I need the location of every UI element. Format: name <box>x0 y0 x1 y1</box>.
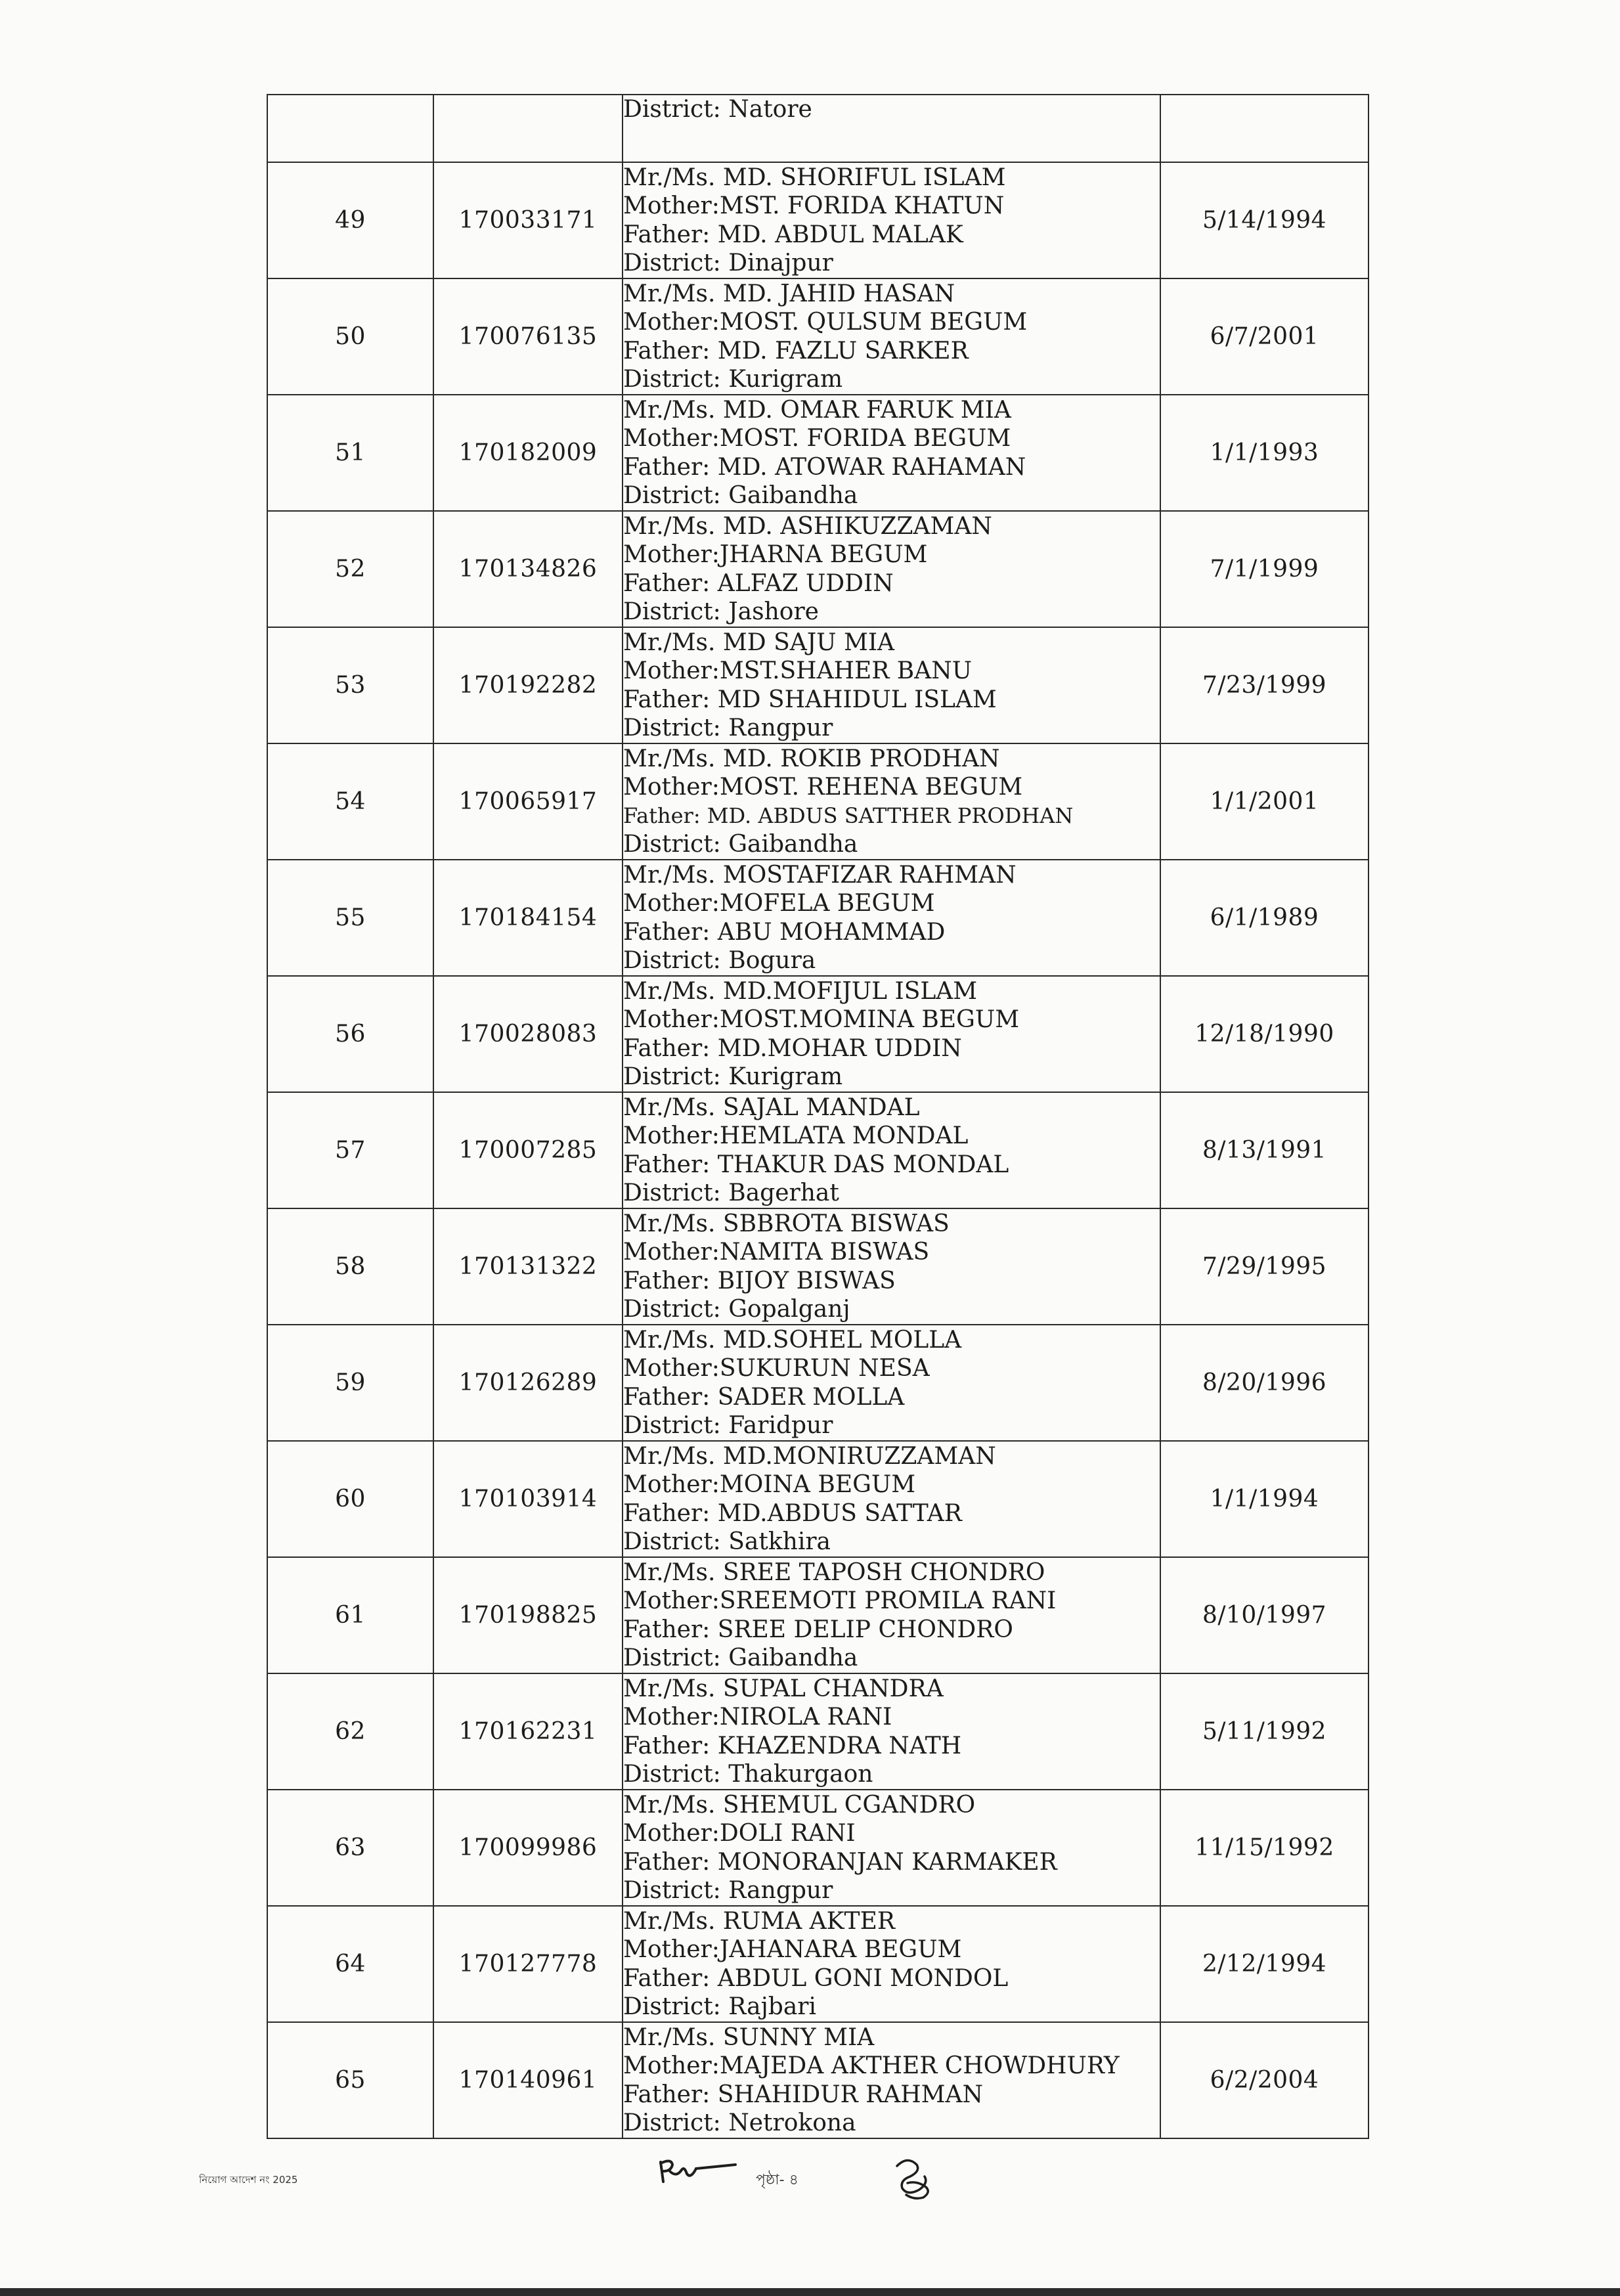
candidate-name: Mr./Ms. MD.SOHEL MOLLA <box>623 1326 962 1354</box>
mother-name: Mother:SUKURUN NESA <box>623 1355 930 1382</box>
roll-cell: 170131322 <box>433 1208 623 1325</box>
district-line: District: Kurigram <box>623 366 843 393</box>
dob-cell: 2/12/1994 <box>1160 1906 1368 2022</box>
serial-cell: 53 <box>267 627 433 743</box>
candidate-name: Mr./Ms. MD. ASHIKUZZAMAN <box>623 512 992 540</box>
order-reference: নিয়োগ আদেশ নং 2025 <box>199 2174 298 2186</box>
roll-cell: 170127778 <box>433 1906 623 2022</box>
table-row <box>267 1906 1368 2022</box>
father-name: Father: ABU MOHAMMAD <box>623 918 946 946</box>
table-row <box>267 1673 1368 1790</box>
roll-cell: 170099986 <box>433 1790 623 1906</box>
serial-cell: 59 <box>267 1325 433 1441</box>
roll-cell: 170182009 <box>433 395 623 511</box>
details-cell <box>623 95 1160 162</box>
mother-name: Mother:MOST. FORIDA BEGUM <box>623 425 1011 452</box>
dob-cell: 12/18/1990 <box>1160 976 1368 1092</box>
candidate-name: Mr./Ms. SUPAL CHANDRA <box>623 1675 944 1702</box>
serial-cell: 55 <box>267 860 433 976</box>
table-row <box>267 162 1368 278</box>
mother-name: Mother:DOLI RANI <box>623 1820 856 1847</box>
father-name: Father: BIJOY BISWAS <box>623 1267 896 1294</box>
father-name: Father: MD.MOHAR UDDIN <box>623 1034 962 1062</box>
dob-cell: 8/10/1997 <box>1160 1557 1368 1673</box>
details-cell <box>623 1557 1160 1673</box>
father-name: Father: ALFAZ UDDIN <box>623 569 894 597</box>
mother-name: Mother:MOST. REHENA BEGUM <box>623 774 1023 801</box>
roll-cell: 170184154 <box>433 860 623 976</box>
district-line: District: Gaibandha <box>623 482 858 509</box>
roll-cell: 170134826 <box>433 511 623 627</box>
table-row <box>267 1557 1368 1673</box>
candidate-name: Mr./Ms. SREE TAPOSH CHONDRO <box>623 1558 1045 1586</box>
candidate-name: Mr./Ms. MD.MOFIJUL ISLAM <box>623 977 978 1005</box>
dob-cell: 5/14/1994 <box>1160 162 1368 278</box>
mother-name: Mother:NIROLA RANI <box>623 1704 892 1731</box>
mother-name: Mother:NAMITA BISWAS <box>623 1239 930 1266</box>
district-line: District: Rajbari <box>623 1993 817 2020</box>
mother-name: Mother:MOST. QULSUM BEGUM <box>623 309 1028 336</box>
table-row-continuation <box>267 95 1368 162</box>
serial-cell: 61 <box>267 1557 433 1673</box>
district-line: District: Gaibandha <box>623 1645 858 1671</box>
table-row <box>267 976 1368 1092</box>
candidate-name: Mr./Ms. MD. JAHID HASAN <box>623 280 955 307</box>
table-row <box>267 2022 1368 2138</box>
roll-cell: 170198825 <box>433 1557 623 1673</box>
details-cell <box>623 511 1160 627</box>
father-name: Father: MD. ABDUS SATTHER PRODHAN <box>623 803 1074 828</box>
serial-cell: 65 <box>267 2022 433 2138</box>
details-cell <box>623 2022 1160 2138</box>
serial-cell: 62 <box>267 1673 433 1790</box>
dob-cell: 6/2/2004 <box>1160 2022 1368 2138</box>
district-line: District: Jashore <box>623 598 819 625</box>
district-line: District: Kurigram <box>623 1063 843 1090</box>
father-name: Father: MD SHAHIDUL ISLAM <box>623 686 997 713</box>
dob-cell: 1/1/2001 <box>1160 743 1368 860</box>
details-cell <box>623 395 1160 511</box>
district-line: District: Rangpur <box>623 715 833 741</box>
table-row <box>267 1092 1368 1208</box>
dob-cell: 6/1/1989 <box>1160 860 1368 976</box>
serial-cell <box>267 95 433 162</box>
district-line: District: Thakurgaon <box>623 1761 873 1788</box>
dob-cell: 8/13/1991 <box>1160 1092 1368 1208</box>
mother-name: Mother:SREEMOTI PROMILA RANI <box>623 1587 1057 1614</box>
roll-cell: 170103914 <box>433 1441 623 1557</box>
dob-cell: 8/20/1996 <box>1160 1325 1368 1441</box>
table-row <box>267 860 1368 976</box>
table-row <box>267 278 1368 395</box>
district-line: District: Gopalganj <box>623 1296 850 1323</box>
mother-name: Mother:MST.SHAHER BANU <box>623 657 973 684</box>
mother-name: Mother:JHARNA BEGUM <box>623 541 928 568</box>
candidate-table <box>267 94 1369 2139</box>
father-name: Father: SREE DELIP CHONDRO <box>623 1616 1013 1643</box>
roll-cell: 170076135 <box>433 278 623 395</box>
candidate-name: Mr./Ms. MD. OMAR FARUK MIA <box>623 396 1011 424</box>
district-line: District: Natore <box>623 96 812 123</box>
table-row <box>267 1325 1368 1441</box>
district-line: District: Faridpur <box>623 1412 833 1439</box>
roll-cell: 170007285 <box>433 1092 623 1208</box>
dob-cell: 7/23/1999 <box>1160 627 1368 743</box>
serial-cell: 57 <box>267 1092 433 1208</box>
roll-cell: 170028083 <box>433 976 623 1092</box>
mother-name: Mother:MOINA BEGUM <box>623 1471 916 1498</box>
table-row <box>267 395 1368 511</box>
table-row <box>267 1441 1368 1557</box>
mother-name: Mother:HEMLATA MONDAL <box>623 1122 969 1149</box>
district-line: District: Satkhira <box>623 1528 831 1555</box>
serial-cell: 54 <box>267 743 433 860</box>
father-name: Father: MD. FAZLU SARKER <box>623 337 969 364</box>
district-line: District: Bogura <box>623 947 816 974</box>
roll-cell: 170140961 <box>433 2022 623 2138</box>
father-name: Father: KHAZENDRA NATH <box>623 1732 962 1759</box>
details-cell <box>623 627 1160 743</box>
serial-cell: 52 <box>267 511 433 627</box>
roll-cell: 170065917 <box>433 743 623 860</box>
roll-cell: 170033171 <box>433 162 623 278</box>
mother-name: Mother:MAJEDA AKTHER CHOWDHURY <box>623 2052 1120 2079</box>
candidate-name: Mr./Ms. MOSTAFIZAR RAHMAN <box>623 861 1017 889</box>
roll-cell: 170192282 <box>433 627 623 743</box>
district-line: District: Dinajpur <box>623 250 833 276</box>
serial-cell: 56 <box>267 976 433 1092</box>
candidate-name: Mr./Ms. MD. SHORIFUL ISLAM <box>623 164 1006 191</box>
table-row <box>267 511 1368 627</box>
dob-cell: 1/1/1994 <box>1160 1441 1368 1557</box>
father-name: Father: MD. ABDUL MALAK <box>623 221 963 248</box>
table-row <box>267 1208 1368 1325</box>
candidate-name: Mr./Ms. MD. ROKIB PRODHAN <box>623 745 1000 772</box>
roll-cell: 170162231 <box>433 1673 623 1790</box>
signature-initial-right <box>888 2154 940 2201</box>
serial-cell: 58 <box>267 1208 433 1325</box>
father-name: Father: SHAHIDUR RAHMAN <box>623 2081 984 2108</box>
dob-cell: 11/15/1992 <box>1160 1790 1368 1906</box>
candidate-name: Mr./Ms. SAJAL MANDAL <box>623 1093 920 1121</box>
roll-cell <box>433 95 623 162</box>
mother-name: Mother:MOST.MOMINA BEGUM <box>623 1006 1020 1033</box>
district-line: District: Netrokona <box>623 2109 856 2136</box>
dob-cell: 7/29/1995 <box>1160 1208 1368 1325</box>
father-name: Father: MD.ABDUS SATTAR <box>623 1499 962 1527</box>
dob-cell: 1/1/1993 <box>1160 395 1368 511</box>
details-cell <box>623 162 1160 278</box>
district-line: District: Gaibandha <box>623 831 858 858</box>
mother-name: Mother:JAHANARA BEGUM <box>623 1936 962 1963</box>
district-line: District: Rangpur <box>623 1877 833 1904</box>
candidate-name: Mr./Ms. SBBROTA BISWAS <box>623 1210 950 1237</box>
roll-cell: 170126289 <box>433 1325 623 1441</box>
candidate-name: Mr./Ms. SHEMUL CGANDRO <box>623 1791 976 1819</box>
father-name: Father: MD. ATOWAR RAHAMAN <box>623 453 1026 481</box>
page-number: পৃষ্ঠা- ৪ <box>756 2172 799 2188</box>
details-cell <box>623 1790 1160 1906</box>
details-cell <box>623 976 1160 1092</box>
serial-cell: 49 <box>267 162 433 278</box>
mother-name: Mother:MST. FORIDA KHATUN <box>623 192 1005 219</box>
candidate-name: Mr./Ms. MD.MONIRUZZAMAN <box>623 1442 996 1470</box>
district-line: District: Bagerhat <box>623 1180 839 1206</box>
father-name: Father: ABDUL GONI MONDOL <box>623 1964 1009 1992</box>
details-cell <box>623 1441 1160 1557</box>
dob-cell: 6/7/2001 <box>1160 278 1368 395</box>
details-cell <box>623 743 1160 860</box>
scan-edge-bar <box>0 2288 1620 2296</box>
serial-cell: 63 <box>267 1790 433 1906</box>
candidate-name: Mr./Ms. MD SAJU MIA <box>623 629 895 656</box>
serial-cell: 64 <box>267 1906 433 2022</box>
table-row <box>267 743 1368 860</box>
details-cell <box>623 278 1160 395</box>
candidate-table-body <box>267 95 1368 2138</box>
mother-name: Mother:MOFELA BEGUM <box>623 890 935 917</box>
details-cell <box>623 1906 1160 2022</box>
dob-cell: 7/1/1999 <box>1160 511 1368 627</box>
dob-cell <box>1160 95 1368 162</box>
signature-initial-left <box>657 2155 749 2188</box>
serial-cell: 50 <box>267 278 433 395</box>
details-cell <box>623 1325 1160 1441</box>
father-name: Father: THAKUR DAS MONDAL <box>623 1151 1009 1178</box>
father-name: Father: SADER MOLLA <box>623 1383 905 1411</box>
details-cell <box>623 1092 1160 1208</box>
serial-cell: 51 <box>267 395 433 511</box>
dob-cell: 5/11/1992 <box>1160 1673 1368 1790</box>
details-cell <box>623 860 1160 976</box>
table-row <box>267 627 1368 743</box>
details-cell <box>623 1673 1160 1790</box>
table-row <box>267 1790 1368 1906</box>
details-cell <box>623 1208 1160 1325</box>
candidate-name: Mr./Ms. RUMA AKTER <box>623 1907 895 1935</box>
father-name: Father: MONORANJAN KARMAKER <box>623 1848 1057 1876</box>
serial-cell: 60 <box>267 1441 433 1557</box>
candidate-name: Mr./Ms. SUNNY MIA <box>623 2023 875 2051</box>
